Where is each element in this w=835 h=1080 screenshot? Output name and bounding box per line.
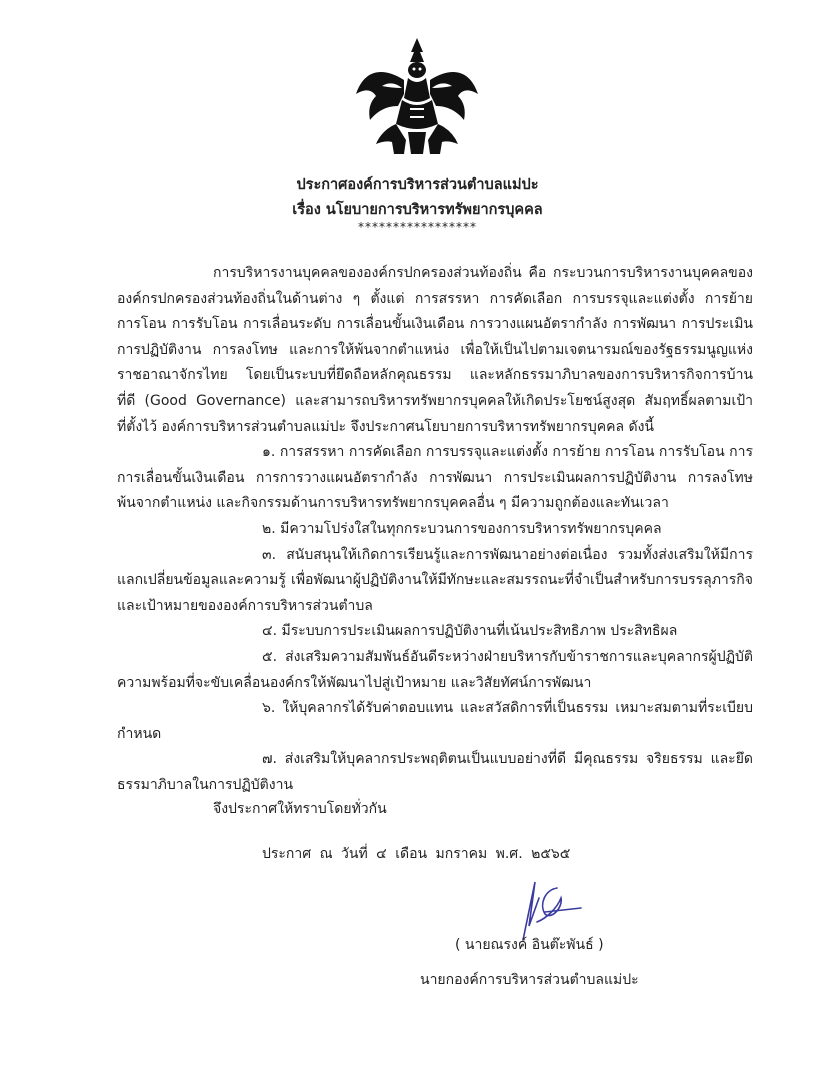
intro-line: การปฏิบัติงาน การลงโทษ และการให้พ้นจากตำแหน่ง เพื่อให้เป็นไปตามเจตนารมณ์ของรัฐธรรมนูญแห่ง	[117, 341, 753, 358]
document-body	[117, 261, 753, 798]
policy-item-2: ๒. มีความโปร่งใสในทุกกระบวนการของการบริหารทรัพยากรบุคคล	[262, 520, 662, 537]
document-title: ประกาศองค์การบริหารส่วนตำบลแม่ปะ	[296, 177, 539, 193]
policy-item-7: ๗. ส่งเสริมให้บุคลากรประพฤติตนเป็นแบบอย่างที่ดี มีคุณธรรม จริยธรรม และยึด	[262, 751, 753, 768]
title-divider: *****************	[358, 220, 477, 234]
policy-item-5: ๕. ส่งเสริมความสัมพันธ์อันดีระหว่างฝ่ายบริหารกับข้าราชการและบุคลากรผู้ปฏิบัติ	[262, 648, 753, 665]
policy-item-1: ๑. การสรรหา การคัดเลือก การบรรจุและแต่งตั้ง การย้าย การโอน การรับโอน การ	[262, 444, 753, 461]
intro-line: ที่ตั้งไว้ องค์การบริหารส่วนตำบลแม่ปะ จึงประกาศนโยบายการบริหารทรัพยากรบุคคล ดังนี้	[117, 418, 654, 435]
intro-line: ที่ดี (Good Governance) และสามารถบริหารทรัพยากรบุคคลให้เกิดประโยชน์สูงสุด สัมฤทธิ์ผลตามเป้า	[117, 392, 753, 409]
policy-item-1-cont: พ้นจากตำแหน่ง และกิจกรรมด้านการบริหารทรัพยากรบุคคลอื่น ๆ มีความถูกต้องและทันเวลา	[117, 495, 669, 512]
announcement-date: ประกาศ ณ วันที่ ๔ เดือน มกราคม พ.ศ. ๒๕๖๕	[262, 846, 571, 862]
closing-statement: จึงประกาศให้ทราบโดยทั่วกัน	[213, 801, 387, 817]
signer-name: ( นายณรงค์ อินต๊ะพันธ์ )	[455, 937, 604, 953]
garuda-emblem-icon	[352, 36, 482, 164]
policy-item-1-cont: การเลื่อนขั้นเงินเดือน การการวางแผนอัตรากำลัง การพัฒนา การประเมินผลการปฏิบัติงาน การลงโทษ	[117, 469, 753, 486]
policy-item-6-cont: กำหนด	[117, 725, 162, 742]
document-subject: เรื่อง นโยบายการบริหารทรัพยากรบุคคล	[292, 202, 543, 218]
intro-line: การบริหารงานบุคคลขององค์กรปกครองส่วนท้องถิ่น คือ กระบวนการบริหารงานบุคคลของ	[213, 265, 753, 281]
policy-item-3-cont: และเป้าหมายขององค์การบริหารส่วนตำบล	[117, 597, 373, 614]
policy-item-6: ๖. ให้บุคลากรได้รับค่าตอบแทน และสวัสดิการที่เป็นธรรม เหมาะสมตามที่ระเบียบ	[262, 700, 753, 717]
policy-item-5-cont: ความพร้อมที่จะขับเคลื่อนองค์กรให้พัฒนาไปสู่เป้าหมาย และวิสัยทัศน์การพัฒนา	[117, 674, 592, 691]
intro-line: องค์กรปกครองส่วนท้องถิ่นในด้านต่าง ๆ ตั้งแต่ การสรรหา การคัดเลือก การบรรจุและแต่งตั้ง การย้าย	[117, 290, 753, 307]
policy-item-4: ๔. มีระบบการประเมินผลการปฏิบัติงานที่เน้นประสิทธิภาพ ประสิทธิผล	[262, 623, 678, 640]
intro-line: การโอน การรับโอน การเลื่อนระดับ การเลื่อนขั้นเงินเดือน การวางแผนอัตรากำลัง การพัฒนา การประเมิน	[117, 316, 753, 333]
intro-line: ราชอาณาจักรไทย โดยเป็นระบบที่ยึดถือหลักคุณธรรม และหลักธรรมาภิบาลของการบริหารกิจการบ้าน	[117, 367, 753, 384]
policy-item-7-cont: ธรรมาภิบาลในการปฏิบัติงาน	[117, 776, 294, 793]
policy-item-3: ๓. สนับสนุนให้เกิดการเรียนรู้และการพัฒนาอย่างต่อเนื่อง รวมทั้งส่งเสริมให้มีการ	[262, 546, 753, 563]
signer-position: นายกองค์การบริหารส่วนตำบลแม่ปะ	[420, 972, 639, 988]
policy-item-3-cont: แลกเปลี่ยนข้อมูลและความรู้ เพื่อพัฒนาผู้ปฏิบัติงานให้มีทักษะและสมรรถนะที่จำเป็นสำหรับการบรรลุภารกิจ	[117, 572, 753, 589]
